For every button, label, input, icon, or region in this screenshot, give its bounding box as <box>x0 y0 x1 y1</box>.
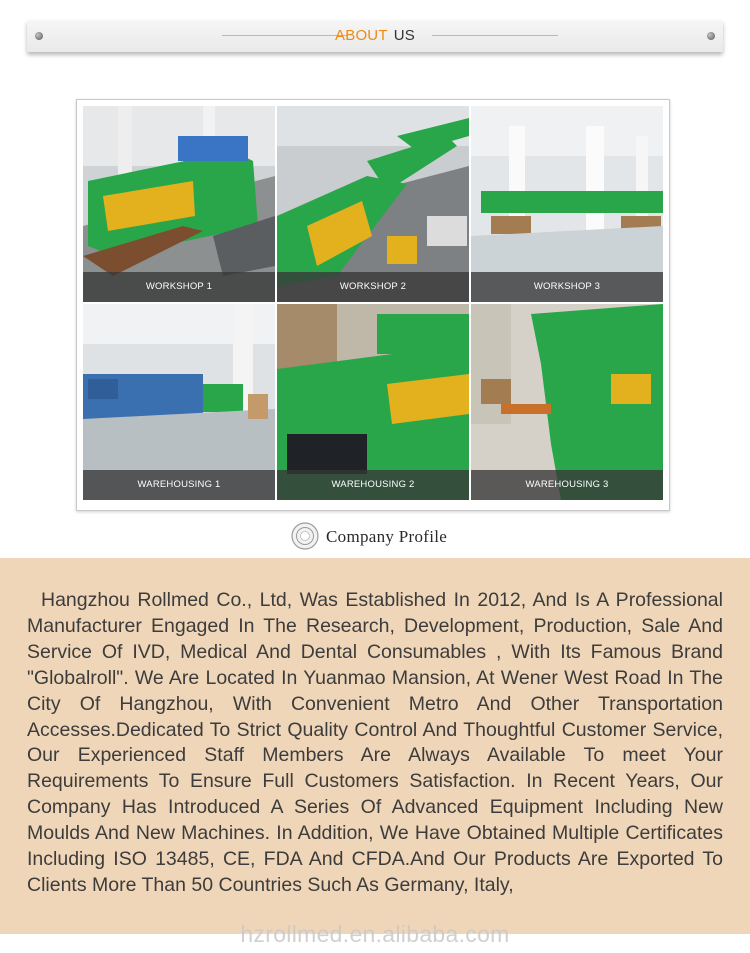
title-word-about: ABOUT <box>335 27 388 44</box>
company-profile-heading <box>290 521 490 551</box>
right-bullet-icon <box>707 32 715 40</box>
photo-caption: WAREHOUSING 3 <box>471 470 663 500</box>
photo-caption: WORKSHOP 1 <box>83 272 275 302</box>
title-word-us: US <box>393 27 415 44</box>
photo-warehousing-1[interactable] <box>83 304 275 500</box>
photo-caption: WORKSHOP 3 <box>471 272 663 302</box>
photo-gallery <box>76 99 670 511</box>
photo-warehousing-2[interactable] <box>277 304 469 500</box>
photo-warehousing-3[interactable] <box>471 304 663 500</box>
photo-caption: WAREHOUSING 1 <box>83 470 275 500</box>
profile-circle-icon <box>290 521 320 551</box>
photo-caption: WAREHOUSING 2 <box>277 470 469 500</box>
photo-workshop-1[interactable] <box>83 106 275 302</box>
site-watermark: hzrollmed.en.alibaba.com <box>240 921 510 947</box>
company-description-text: Hangzhou Rollmed Co., Ltd, Was Established In 2012, And Is A Professional Manufacturer Engaged In The Research, Development, Production, Sale And Service Of IVD, Medical And Dental Consumables , With Its Famous Brand "Globalroll". We Are Located In Yuanmao Mansion, At Wener West Road In The City Of Hangzhou, With Convenient Metro And Other Transportation Accesses.Dedicated To Strict Quality Control And Thoughtful Customer Service, Our Experienced Staff Members Are Always Available To meet Your Requirements To Ensure Full Customers Satisfaction. In Recent Years, Our Company Has Introduced A Series Of Advanced Equipment Including New Moulds And New Machines. In Addition, We Have Obtained Multiple Certificates Including ISO 13485, CE, FDA And CFDA.And Our Products Are Exported To Clients More Than 50 Countries Such As Germany, Italy, <box>27 589 723 896</box>
company-description-panel <box>0 558 750 934</box>
photo-caption: WORKSHOP 2 <box>277 272 469 302</box>
photo-workshop-2[interactable] <box>277 106 469 302</box>
divider-line <box>432 35 558 36</box>
photo-workshop-3[interactable] <box>471 106 663 302</box>
about-us-header <box>27 20 723 52</box>
company-profile-label: Company Profile <box>326 527 448 546</box>
section-title <box>27 27 723 44</box>
